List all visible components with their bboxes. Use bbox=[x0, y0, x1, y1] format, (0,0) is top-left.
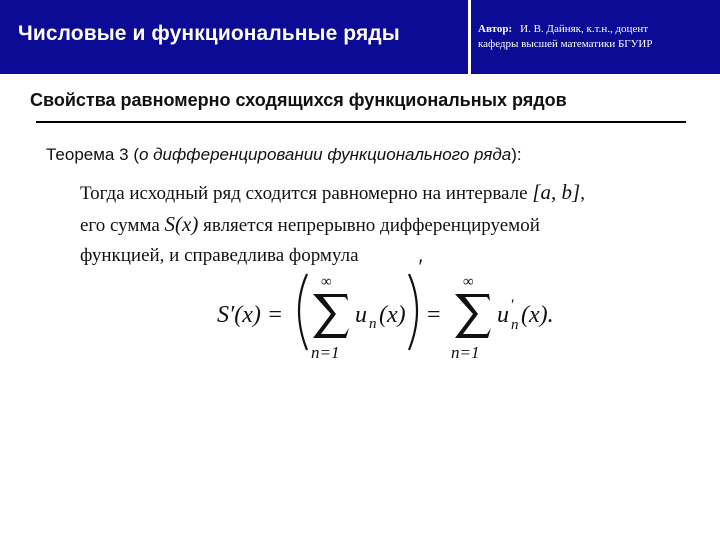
formula-lhs: S′(x) = bbox=[217, 302, 284, 328]
rhs-prime: ′ bbox=[510, 297, 514, 314]
sum-upper-limit: ∞ bbox=[321, 274, 332, 290]
body-line-2-end: является непрерывно дифференцируемой bbox=[198, 215, 540, 236]
theorem-close-paren: ): bbox=[511, 145, 522, 164]
body-line-2 bbox=[80, 209, 690, 241]
sum2-lower-limit: n=1 bbox=[451, 343, 480, 362]
slide-header bbox=[0, 0, 720, 74]
author-block bbox=[478, 22, 714, 52]
term-subscript: n bbox=[369, 316, 377, 332]
heading-rule bbox=[36, 121, 686, 123]
rhs-term-u: u bbox=[497, 302, 509, 328]
term-argument: (x) bbox=[379, 302, 406, 328]
body-line-3: функцией, и справедлива формула bbox=[80, 245, 359, 266]
right-paren-glyph bbox=[409, 274, 417, 350]
body-line-1 bbox=[80, 177, 690, 209]
rhs-argument: (x). bbox=[521, 302, 554, 328]
sum2-upper-limit: ∞ bbox=[463, 274, 474, 290]
section-heading: Свойства равномерно сходящихся функциональных рядов bbox=[30, 90, 567, 110]
left-paren-glyph bbox=[299, 274, 307, 350]
theorem-body bbox=[80, 177, 690, 271]
author-department: кафедры высшей математики БГУИР bbox=[478, 38, 653, 50]
formula-equals: = bbox=[427, 302, 441, 328]
derivative-formula bbox=[215, 258, 575, 368]
term-u: u bbox=[355, 302, 367, 328]
theorem-label: Теорема 3 bbox=[46, 145, 129, 164]
interval-expression: [a, b] bbox=[532, 180, 581, 204]
body-line-1-text: Тогда исходный ряд сходится равномерно на интервале bbox=[80, 183, 533, 204]
slide-title: Числовые и функциональные ряды bbox=[18, 22, 400, 45]
sigma-glyph bbox=[313, 294, 349, 338]
author-name: И. В. Дайняк, к.т.н., доцент bbox=[520, 23, 649, 35]
theorem-open-paren: ( bbox=[133, 145, 139, 164]
outer-prime: ′ bbox=[417, 258, 422, 279]
author-label: Автор: bbox=[478, 23, 513, 35]
sum-expression: S(x) bbox=[164, 212, 199, 236]
body-line-1-end: , bbox=[580, 183, 585, 204]
theorem-line bbox=[46, 145, 522, 165]
sigma2-glyph bbox=[455, 294, 491, 338]
sum-lower-limit: n=1 bbox=[311, 343, 340, 362]
theorem-title: о дифференцировании функционального ряда bbox=[138, 145, 512, 164]
rhs-subscript: n bbox=[511, 317, 519, 333]
body-line-2-text: его сумма bbox=[80, 215, 165, 236]
header-divider bbox=[468, 0, 471, 74]
